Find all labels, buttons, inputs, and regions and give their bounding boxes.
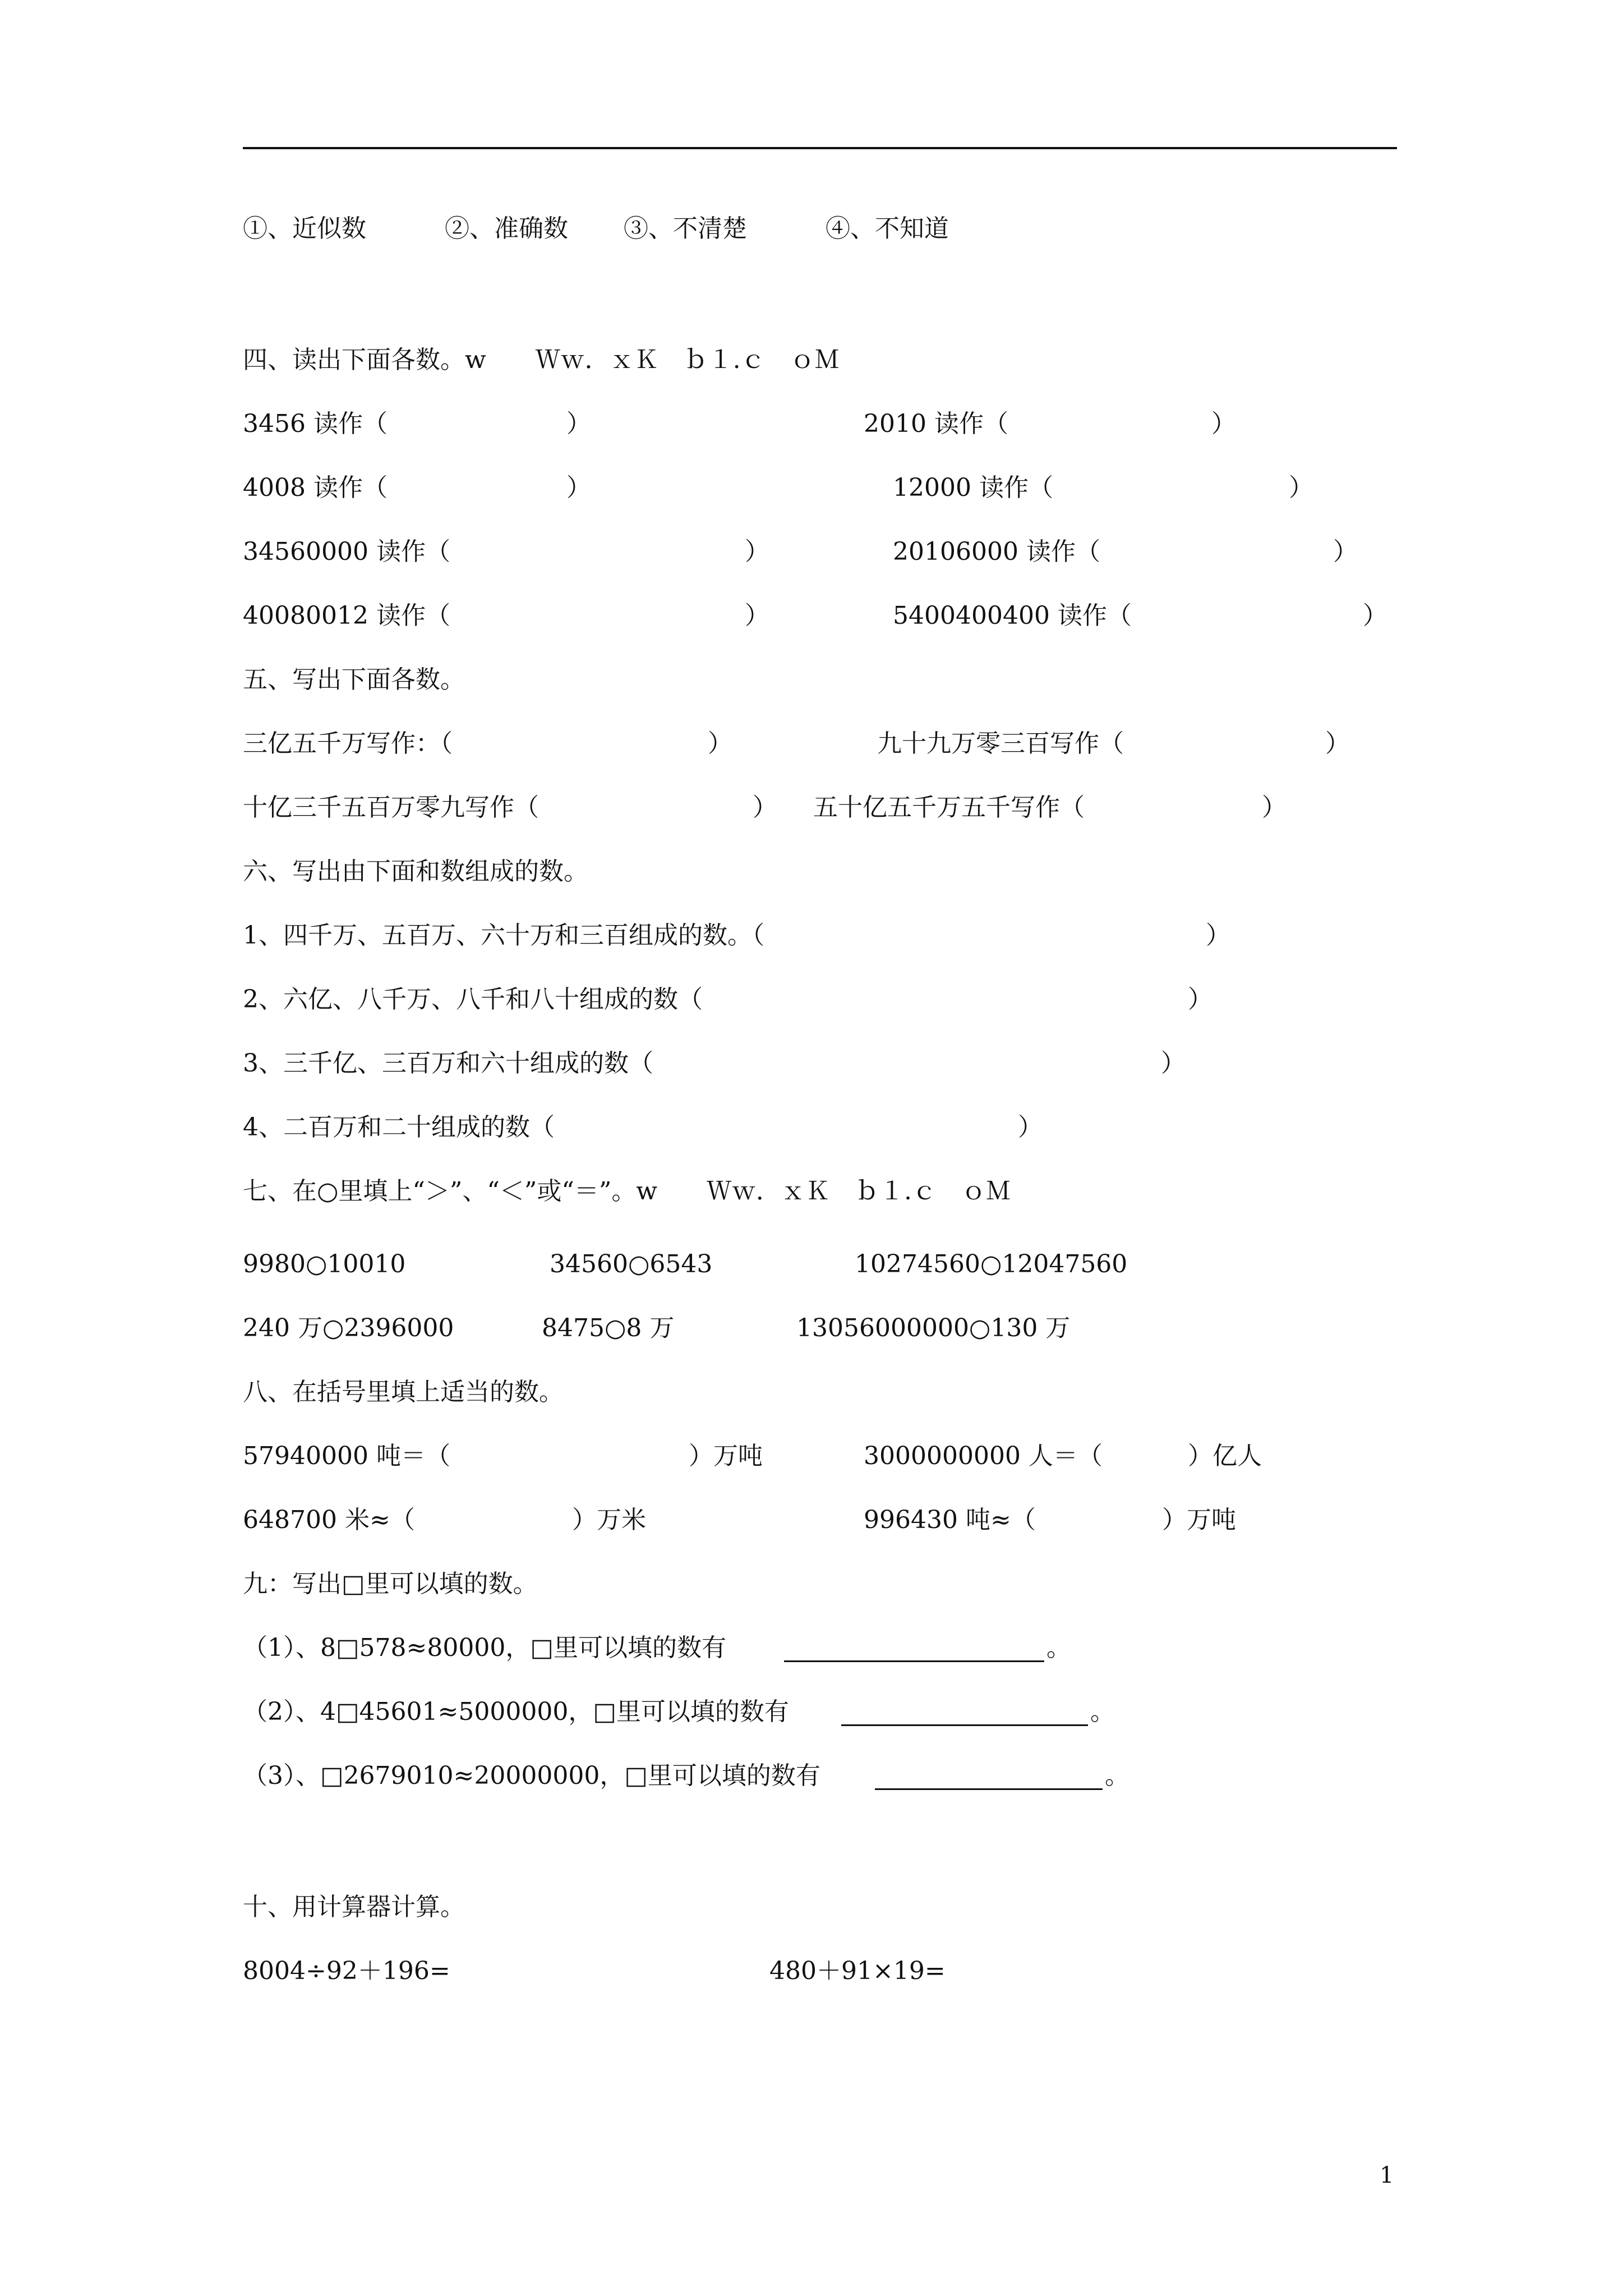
compose-item-label: 4、二百万和二十组成的数（ xyxy=(243,1113,555,1142)
section-7-heading: 七、在○里填上“＞”、“＜”或“＝”。w Ｗｗ．ｘＫ ｂ１.ｃ ｏＭ xyxy=(243,1177,1011,1205)
write-item-label: 三亿五千万写作：（ xyxy=(243,729,453,758)
write-item-label: 五十亿五千万五千写作（ xyxy=(813,793,1085,822)
blank-item-end: 。 xyxy=(1105,1761,1129,1790)
read-item-close: ） xyxy=(745,537,769,566)
calc-item: 8004÷92＋196= xyxy=(243,1957,450,1985)
section-5-heading: 五、写出下面各数。 xyxy=(243,665,465,694)
blank-item-label: （1）、8□578≈80000，□里可以填的数有 xyxy=(243,1634,726,1662)
blank-item-end: 。 xyxy=(1046,1634,1071,1662)
compare-item: 10274560○12047560 xyxy=(855,1250,1128,1278)
fill-item-label: 996430 吨≈（ xyxy=(864,1506,1036,1534)
section-8-heading: 八、在括号里填上适当的数。 xyxy=(243,1378,564,1406)
option-exact: ②、准确数 xyxy=(445,214,568,243)
read-item-close: ） xyxy=(566,473,591,502)
write-item-close: ） xyxy=(1262,793,1287,822)
answer-blank-line xyxy=(875,1788,1103,1790)
answer-blank-line xyxy=(841,1724,1088,1726)
fill-item-close: ）万吨 xyxy=(1162,1506,1236,1534)
compose-item-close: ） xyxy=(1188,985,1212,1014)
fill-item-close: ）亿人 xyxy=(1188,1442,1262,1470)
blank-item-label: （3）、□2679010≈20000000，□里可以填的数有 xyxy=(243,1761,820,1790)
fill-item-label: 3000000000 人＝（ xyxy=(864,1442,1103,1470)
section-10-heading: 十、用计算器计算。 xyxy=(243,1893,465,1921)
compose-item-close: ） xyxy=(1161,1049,1186,1078)
section-4-heading: 四、读出下面各数。w Ｗｗ．ｘＫ ｂ１.ｃ ｏＭ xyxy=(243,346,840,374)
read-item-label: 4008 读作（ xyxy=(243,473,388,502)
read-item-label: 34560000 读作（ xyxy=(243,537,450,566)
option-unknown: ④、不知道 xyxy=(826,214,949,243)
section-9-heading: 九：写出□里可以填的数。 xyxy=(243,1570,538,1598)
compose-item-close: ） xyxy=(1206,921,1230,950)
write-item-close: ） xyxy=(1325,729,1350,758)
read-item-close: ） xyxy=(566,409,591,438)
answer-blank-line xyxy=(784,1660,1044,1662)
write-item-close: ） xyxy=(753,793,777,822)
write-item-label: 九十九万零三百写作（ xyxy=(877,729,1124,758)
compare-item: 9980○10010 xyxy=(243,1250,406,1278)
option-unclear: ③、不清楚 xyxy=(624,214,747,243)
compose-item-label: 3、三千亿、三百万和六十组成的数（ xyxy=(243,1049,653,1078)
compare-item: 34560○6543 xyxy=(550,1250,713,1278)
page-number: 1 xyxy=(1380,2162,1394,2188)
fill-item-close: ）万吨 xyxy=(689,1442,763,1470)
fill-item-label: 57940000 吨＝（ xyxy=(243,1442,450,1470)
read-item-close: ） xyxy=(1211,409,1236,438)
blank-item-label: （2）、4□45601≈5000000，□里可以填的数有 xyxy=(243,1697,789,1726)
read-item-label: 5400400400 读作（ xyxy=(893,601,1132,630)
compare-item: 240 万○2396000 xyxy=(243,1314,454,1342)
option-approximate: ①、近似数 xyxy=(243,214,366,243)
blank-item-end: 。 xyxy=(1090,1697,1115,1726)
compose-item-label: 1、四千万、五百万、六十万和三百组成的数。（ xyxy=(243,921,764,950)
header-rule xyxy=(243,147,1397,149)
compare-item: 8475○8 万 xyxy=(542,1314,675,1342)
read-item-close: ） xyxy=(745,601,769,630)
read-item-close: ） xyxy=(1289,473,1313,502)
fill-item-label: 648700 米≈（ xyxy=(243,1506,415,1534)
read-item-label: 12000 读作（ xyxy=(893,473,1053,502)
calc-item: 480＋91×19= xyxy=(769,1957,946,1985)
read-item-label: 3456 读作（ xyxy=(243,409,388,438)
section-6-heading: 六、写出由下面和数组成的数。 xyxy=(243,857,588,886)
compose-item-label: 2、六亿、八千万、八千和八十组成的数（ xyxy=(243,985,703,1014)
write-item-label: 十亿三千五百万零九写作（ xyxy=(243,793,539,822)
read-item-close: ） xyxy=(1333,537,1358,566)
fill-item-close: ）万米 xyxy=(572,1506,646,1534)
read-item-label: 40080012 读作（ xyxy=(243,601,450,630)
read-item-close: ） xyxy=(1363,601,1387,630)
write-item-close: ） xyxy=(708,729,732,758)
compose-item-close: ） xyxy=(1018,1113,1043,1142)
read-item-label: 20106000 读作（ xyxy=(893,537,1100,566)
read-item-label: 2010 读作（ xyxy=(864,409,1008,438)
compare-item: 13056000000○130 万 xyxy=(796,1314,1071,1342)
